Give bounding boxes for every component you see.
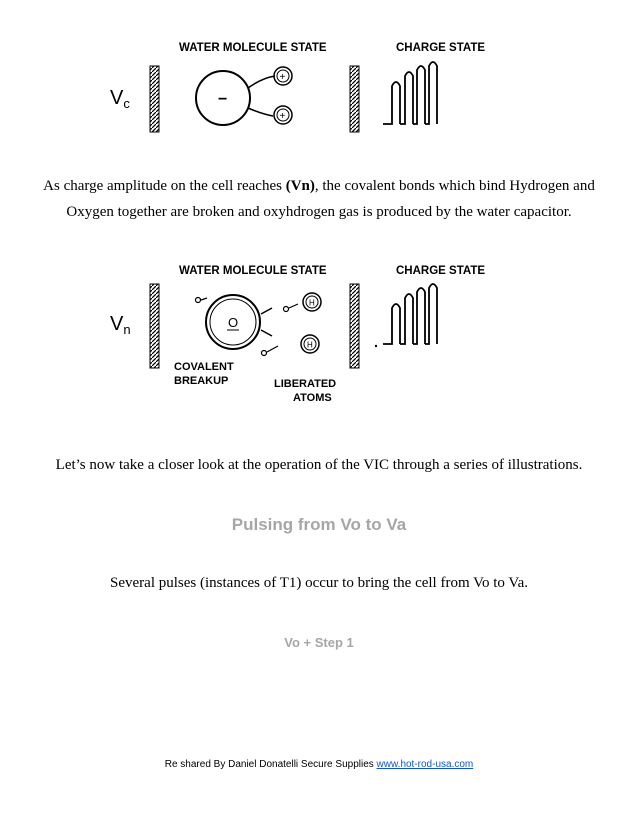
figure2-voltage-sub: n bbox=[123, 322, 131, 337]
figure1-voltage-label bbox=[110, 87, 130, 111]
paragraph1-bold: (Vn) bbox=[285, 178, 315, 194]
figure1-bond-upper bbox=[248, 76, 275, 88]
figure2-electron-right-upper-tail bbox=[289, 304, 298, 308]
figure2-label-liberated-2: ATOMS bbox=[293, 392, 332, 404]
figure2-left-plate bbox=[150, 284, 159, 368]
paragraph-closer-look: Let’s now take a closer look at the operation of the VIC through a series of illustrations. bbox=[55, 457, 583, 473]
figure2-broken-bond-upper bbox=[261, 308, 272, 314]
figure1-atom-upper-symbol: + bbox=[279, 72, 286, 83]
figure2-atom-upper-symbol: H bbox=[309, 298, 315, 308]
figure2-label-covalent-2: BREAKUP bbox=[174, 375, 229, 387]
figure2-charge-waveform bbox=[383, 284, 437, 344]
figure1-center-symbol: − bbox=[218, 91, 228, 108]
figure1-bond-lower bbox=[248, 108, 273, 116]
heading-step-1: Vo + Step 1 bbox=[284, 635, 354, 650]
figure2-electron-right-upper bbox=[284, 307, 289, 312]
figure-water-molecule-vn bbox=[100, 258, 500, 408]
footer-text: Re shared By Daniel Donatelli Secure Supplies bbox=[164, 759, 377, 770]
figure2-electron-top bbox=[196, 298, 201, 303]
figure2-electron-top-tail bbox=[201, 298, 207, 300]
paragraph1-before: As charge amplitude on the cell reaches bbox=[43, 178, 286, 194]
figure1-voltage-main: V bbox=[110, 87, 124, 109]
footer bbox=[0, 759, 638, 770]
paragraph-charge-amplitude bbox=[0, 173, 638, 225]
figure2-title-left: WATER MOLECULE STATE bbox=[179, 265, 327, 277]
heading-pulsing: Pulsing from Vo to Va bbox=[231, 515, 407, 534]
figure2-broken-bond-lower bbox=[261, 330, 272, 336]
figure2-electron-right-lower bbox=[262, 351, 267, 356]
figure1-atom-lower-symbol: + bbox=[279, 111, 286, 122]
figure2-atom-lower-symbol: H bbox=[307, 340, 313, 350]
figure2-label-liberated-1: LIBERATED bbox=[274, 378, 337, 390]
figure1-right-plate bbox=[350, 66, 359, 132]
paragraph1-after: , the covalent bonds which bind Hydrogen and Oxygen together are broken and oxyhdrogen gas is produced by the water capacitor. bbox=[66, 178, 595, 220]
figure2-title-right: CHARGE STATE bbox=[396, 265, 486, 277]
figure1-title-left: WATER MOLECULE STATE bbox=[179, 42, 327, 54]
figure2-voltage-label bbox=[110, 313, 131, 337]
figure2-label-covalent-1: COVALENT bbox=[174, 361, 234, 373]
figure2-dot bbox=[375, 345, 377, 347]
figure1-left-plate bbox=[150, 66, 159, 132]
figure2-electron-right-lower-tail bbox=[267, 346, 278, 352]
figure1-title-right: CHARGE STATE bbox=[396, 42, 486, 54]
footer-link[interactable]: www.hot-rod-usa.com bbox=[376, 759, 474, 770]
figure2-voltage-main: V bbox=[110, 313, 124, 335]
figure2-center-symbol: O bbox=[228, 315, 239, 330]
figure-water-molecule-vc bbox=[100, 36, 500, 136]
paragraph-several-pulses: Several pulses (instances of T1) occur to bring the cell from Vo to Va. bbox=[110, 575, 528, 591]
figure2-right-plate bbox=[350, 284, 359, 368]
figure1-voltage-sub: c bbox=[123, 96, 130, 111]
figure1-charge-waveform bbox=[383, 62, 437, 124]
